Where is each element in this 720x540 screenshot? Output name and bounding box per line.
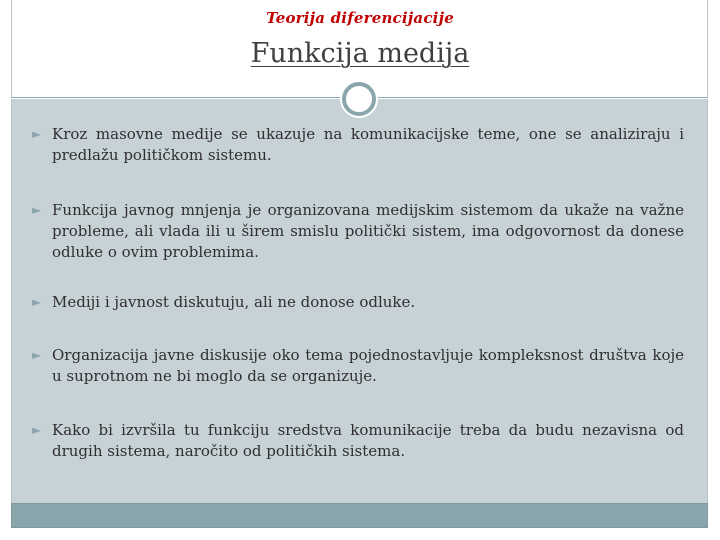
bullet-text: Mediji i javnost diskutuju, ali ne donose odluke. — [52, 293, 416, 311]
bullet-arrow-icon: ► — [32, 203, 42, 217]
bullet-text: Organizacija javne diskusije oko tema pojednostavljuje kompleksnost društva koje u suprotnom ne bi moglo da se organizuje. — [52, 346, 684, 385]
circle-ornament-inner — [342, 82, 376, 116]
list-item — [32, 200, 684, 263]
slide-title-text: Funkcija medija — [250, 38, 470, 69]
list-item — [32, 124, 684, 166]
slide-subtitle: Teorija diferencijacije — [266, 9, 454, 27]
bullet-text: Kako bi izvršila tu funkciju sredstva komunikacije treba da budu nezavisna od drugih sistema, naročito od političkih sistema. — [52, 421, 684, 460]
bullet-arrow-icon: ► — [32, 295, 42, 309]
bullet-text: Funkcija javnog mnjenja je organizovana medijskim sistemom da ukaže na važne probleme, ali vlada ili u širem smislu politički sistem, ima odgovornost da donese odluke o ovim problemima. — [52, 201, 684, 261]
list-item — [32, 292, 684, 313]
slide-title — [0, 38, 720, 69]
circle-ornament-icon — [340, 80, 378, 118]
bullet-arrow-icon: ► — [32, 423, 42, 437]
list-item — [32, 420, 684, 462]
footer-bar — [11, 503, 708, 528]
bullet-arrow-icon: ► — [32, 348, 42, 362]
bullet-text: Kroz masovne medije se ukazuje na komunikacijske teme, one se analiziraju i predlažu političkom sistemu. — [52, 125, 684, 164]
bullet-arrow-icon: ► — [32, 127, 42, 141]
list-item — [32, 345, 684, 387]
